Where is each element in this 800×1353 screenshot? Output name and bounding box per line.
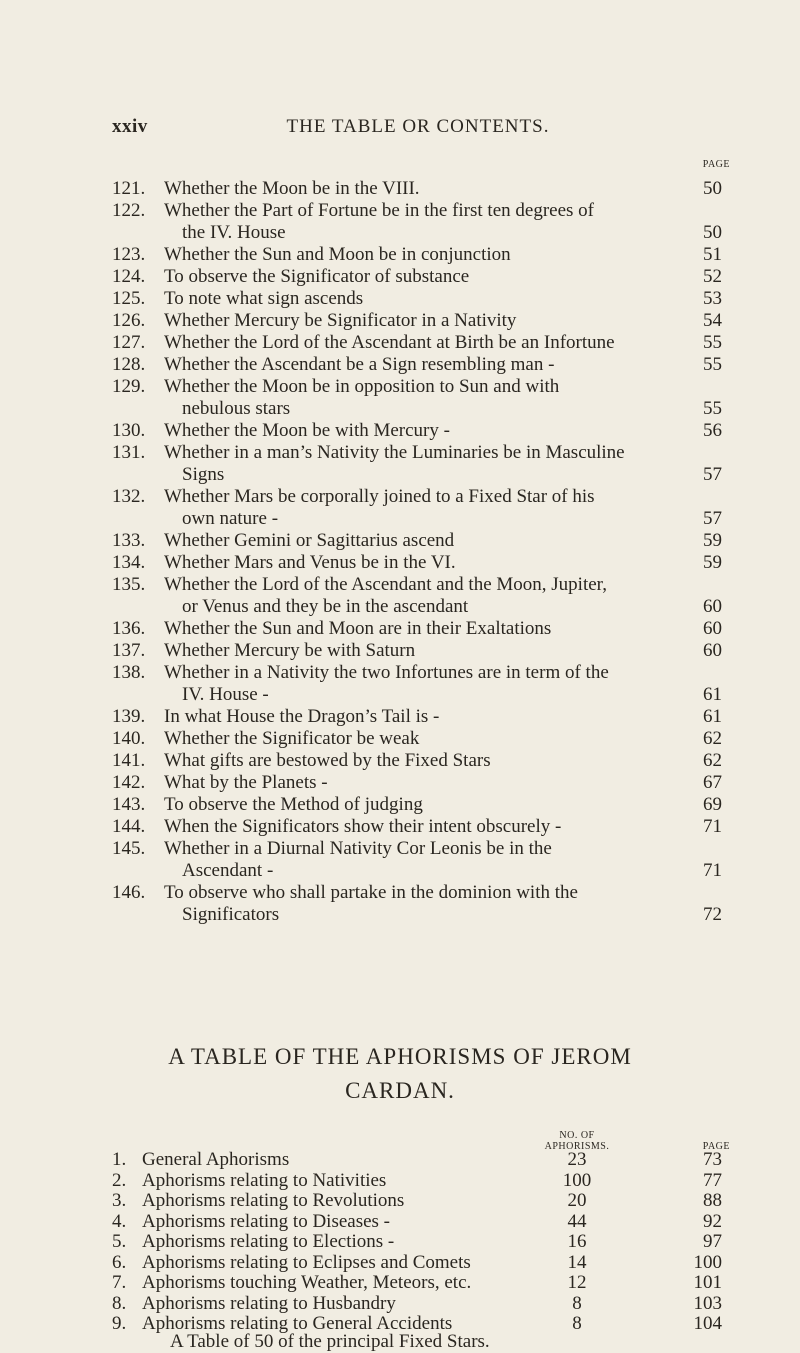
entry-page: 55 — [703, 398, 722, 419]
toc-entry — [112, 420, 722, 442]
aphorism-label: Aphorisms relating to Eclipses and Comets — [142, 1251, 471, 1273]
entry-page: 62 — [703, 728, 722, 749]
entry-number: 134. — [112, 552, 146, 573]
running-title: THE TABLE OR CONTENTS. — [286, 116, 550, 137]
toc-entry — [112, 816, 722, 838]
aphorisms-table — [112, 1130, 730, 1335]
entry-page: 60 — [703, 640, 722, 661]
entry-page: 69 — [703, 794, 722, 815]
entry-page: 60 — [703, 596, 722, 617]
entry-page: 50 — [703, 222, 722, 243]
aphorism-number: 3. — [112, 1190, 127, 1211]
toc-entry — [112, 354, 722, 376]
entry-number: 122. — [112, 200, 146, 221]
entry-page: 55 — [703, 354, 722, 375]
entry-continuation: the IV. House — [182, 222, 286, 243]
entry-page: 71 — [703, 860, 722, 881]
entry-continuation: own nature - — [182, 508, 279, 529]
aphorism-count: 20 — [567, 1190, 587, 1211]
entry-number: 125. — [112, 288, 146, 309]
entry-page: 71 — [703, 816, 722, 837]
aphorism-label: Aphorisms relating to Nativities — [142, 1169, 387, 1191]
entry-number: 131. — [112, 442, 146, 463]
entry-number: 136. — [112, 618, 146, 639]
entry-number: 121. — [112, 178, 146, 199]
entry-text: What by the Planets - — [164, 772, 328, 793]
entry-text: What gifts are bestowed by the Fixed Stars — [164, 750, 491, 771]
entry-text: Whether Mars and Venus be in the VI. — [164, 552, 456, 573]
aphorism-page: 100 — [693, 1251, 722, 1273]
entry-number: 142. — [112, 772, 146, 793]
aphorism-count: 16 — [567, 1231, 587, 1252]
aphorism-label: Aphorisms relating to Revolutions — [142, 1190, 405, 1211]
entry-continuation: or Venus and they be in the ascendant — [182, 596, 469, 617]
entry-page: 57 — [703, 464, 722, 485]
entry-number: 130. — [112, 420, 146, 441]
entry-number: 145. — [112, 838, 146, 859]
entry-text: Whether the Sun and Moon be in conjunction — [164, 244, 511, 265]
entry-continuation: Significators — [182, 904, 280, 925]
toc-entry — [112, 178, 722, 200]
entry-number: 143. — [112, 794, 146, 815]
toc-entry — [112, 266, 722, 288]
toc-entry — [112, 244, 722, 266]
aphorism-page: 77 — [703, 1169, 722, 1191]
aphorism-row — [112, 1150, 722, 1171]
count-header-line-1: NO. OF — [559, 1130, 595, 1141]
entry-page: 55 — [703, 332, 722, 353]
entry-text: Whether Mars be corporally joined to a Fixed Star of his — [164, 486, 595, 507]
entry-page: 51 — [703, 244, 722, 265]
aphorism-page: 97 — [703, 1231, 722, 1252]
entry-page: 61 — [703, 684, 722, 705]
aphorism-row — [112, 1273, 722, 1294]
entry-text: To observe the Significator of substance — [164, 266, 470, 287]
aphorism-label: General Aphorisms — [142, 1149, 290, 1170]
toc-entry — [112, 618, 722, 640]
aphorism-row — [112, 1191, 722, 1212]
toc-entry — [112, 750, 722, 772]
aphorism-number: 1. — [112, 1149, 127, 1170]
toc-entry — [112, 882, 722, 926]
aphorism-number: 4. — [112, 1210, 127, 1232]
entry-number: 137. — [112, 640, 146, 661]
aphorism-count: 100 — [562, 1169, 592, 1191]
aphorism-count: 8 — [572, 1313, 582, 1334]
aphorism-row — [112, 1253, 722, 1274]
entry-page: 72 — [703, 904, 722, 925]
entry-number: 138. — [112, 662, 146, 683]
aphorism-page: 88 — [703, 1190, 722, 1211]
aphorism-count: 8 — [572, 1292, 582, 1314]
contents-list — [112, 159, 730, 926]
aphorism-row — [112, 1294, 722, 1315]
aphorism-number: 5. — [112, 1231, 127, 1252]
entry-page: 60 — [703, 618, 722, 639]
entry-number: 129. — [112, 376, 146, 397]
entry-page: 67 — [703, 772, 722, 793]
entry-text: To observe the Method of judging — [164, 794, 423, 815]
toc-entry — [112, 640, 722, 662]
entry-continuation: Ascendant - — [182, 860, 274, 881]
entry-number: 128. — [112, 354, 146, 375]
entry-number: 139. — [112, 706, 146, 727]
entry-number: 140. — [112, 728, 146, 749]
toc-entry — [112, 552, 722, 574]
entry-text: Whether the Part of Fortune be in the first ten degrees of — [164, 200, 594, 221]
entry-number: 133. — [112, 530, 146, 551]
page-folio: xxiv — [112, 116, 148, 137]
toc-entry — [112, 662, 722, 706]
entry-number: 146. — [112, 882, 146, 903]
count-header-line-2: APHORISMS. — [544, 1141, 610, 1152]
aphorism-count: 44 — [567, 1210, 587, 1232]
toc-entry — [112, 728, 722, 750]
entry-text: To observe who shall partake in the dominion with the — [164, 882, 578, 903]
entry-page: 57 — [703, 508, 722, 529]
entry-continuation: nebulous stars — [182, 398, 291, 419]
entry-text: Whether the Sun and Moon are in their Exaltations — [164, 618, 552, 639]
entry-page: 61 — [703, 706, 722, 727]
entry-page: 62 — [703, 750, 722, 771]
toc-entry — [112, 706, 722, 728]
entry-text: To note what sign ascends — [164, 288, 364, 309]
entry-page: 56 — [703, 420, 722, 441]
aphorisms-table-title — [0, 1040, 800, 1108]
aphorism-page: 104 — [693, 1313, 722, 1334]
entry-text: Whether Gemini or Sagittarius ascend — [164, 530, 455, 551]
entry-page: 50 — [703, 178, 722, 199]
aphorism-row — [112, 1232, 722, 1253]
aphorism-row — [112, 1171, 722, 1192]
entry-page: 59 — [703, 530, 722, 551]
aphorism-row — [112, 1212, 722, 1233]
aphorism-number: 6. — [112, 1251, 127, 1273]
entry-number: 127. — [112, 332, 146, 353]
toc-entry — [112, 442, 722, 486]
aphorism-label: Aphorisms relating to Diseases - — [142, 1210, 391, 1232]
toc-entry — [112, 530, 722, 552]
entry-text: Whether the Moon be in the VIII. — [164, 178, 420, 199]
aphorism-number: 8. — [112, 1292, 127, 1314]
page-column-header: PAGE — [702, 1141, 730, 1152]
aphorism-number: 9. — [112, 1313, 127, 1334]
entry-text: Whether the Lord of the Ascendant and the Moon, Jupiter, — [164, 574, 607, 595]
entry-page: 52 — [703, 266, 722, 287]
entry-number: 126. — [112, 310, 146, 331]
toc-entry — [112, 332, 722, 354]
toc-entry — [112, 200, 722, 244]
aphorism-page: 101 — [693, 1272, 722, 1293]
aphorism-count: 23 — [567, 1149, 587, 1170]
fixed-stars-note: A Table of 50 of the principal Fixed Stars. — [170, 1331, 490, 1352]
aphorism-number: 7. — [112, 1272, 127, 1293]
entry-text: Whether in a Nativity the two Infortunes are in term of the — [164, 662, 609, 683]
title-line-1: A TABLE OF THE APHORISMS OF JEROM — [168, 1044, 632, 1069]
entry-page: 59 — [703, 552, 722, 573]
entry-text: Whether the Moon be in opposition to Sun and with — [164, 376, 560, 397]
aphorism-label: Aphorisms relating to Husbandry — [142, 1292, 396, 1314]
aphorism-label: Aphorisms relating to General Accidents — [142, 1313, 453, 1334]
entry-text: Whether the Moon be with Mercury - — [164, 420, 450, 441]
entry-text: Whether the Lord of the Ascendant at Birth be an Infortune — [164, 332, 615, 353]
entry-text: When the Significators show their intent obscurely - — [164, 816, 562, 837]
running-head — [112, 116, 724, 144]
entry-number: 144. — [112, 816, 146, 837]
entry-number: 141. — [112, 750, 146, 771]
aphorism-page: 92 — [703, 1210, 722, 1232]
entry-text: Whether the Ascendant be a Sign resembling man - — [164, 354, 555, 375]
toc-entry — [112, 288, 722, 310]
entry-continuation: IV. House - — [182, 684, 269, 705]
toc-entry — [112, 838, 722, 882]
page-column-label: PAGE — [702, 159, 730, 170]
entry-text: In what House the Dragon’s Tail is - — [164, 706, 440, 727]
toc-entry — [112, 574, 722, 618]
entry-text: Whether in a Diurnal Nativity Cor Leonis be in the — [164, 838, 552, 859]
entry-number: 135. — [112, 574, 146, 595]
aphorism-number: 2. — [112, 1169, 127, 1191]
entry-text: Whether in a man’s Nativity the Luminaries be in Masculine — [164, 442, 625, 463]
aphorism-label: Aphorisms touching Weather, Meteors, etc. — [142, 1272, 472, 1293]
aphorism-count: 12 — [567, 1272, 587, 1293]
toc-entry — [112, 772, 722, 794]
entry-text: Whether Mercury be Significator in a Nativity — [164, 310, 517, 331]
toc-entry — [112, 376, 722, 420]
aphorism-label: Aphorisms relating to Elections - — [142, 1231, 395, 1252]
entry-page: 54 — [703, 310, 722, 331]
toc-entry — [112, 310, 722, 332]
entry-number: 132. — [112, 486, 146, 507]
entry-page: 53 — [703, 288, 722, 309]
title-line-2: CARDAN. — [345, 1078, 455, 1103]
entry-text: Whether the Significator be weak — [164, 728, 420, 749]
toc-entry — [112, 486, 722, 530]
toc-entry — [112, 794, 722, 816]
entry-continuation: Signs — [182, 464, 225, 485]
entry-text: Whether Mercury be with Saturn — [164, 640, 416, 661]
aphorism-count: 14 — [567, 1251, 587, 1273]
aphorism-page: 73 — [703, 1149, 722, 1170]
entry-number: 123. — [112, 244, 146, 265]
aphorism-page: 103 — [693, 1292, 722, 1314]
entry-number: 124. — [112, 266, 146, 287]
